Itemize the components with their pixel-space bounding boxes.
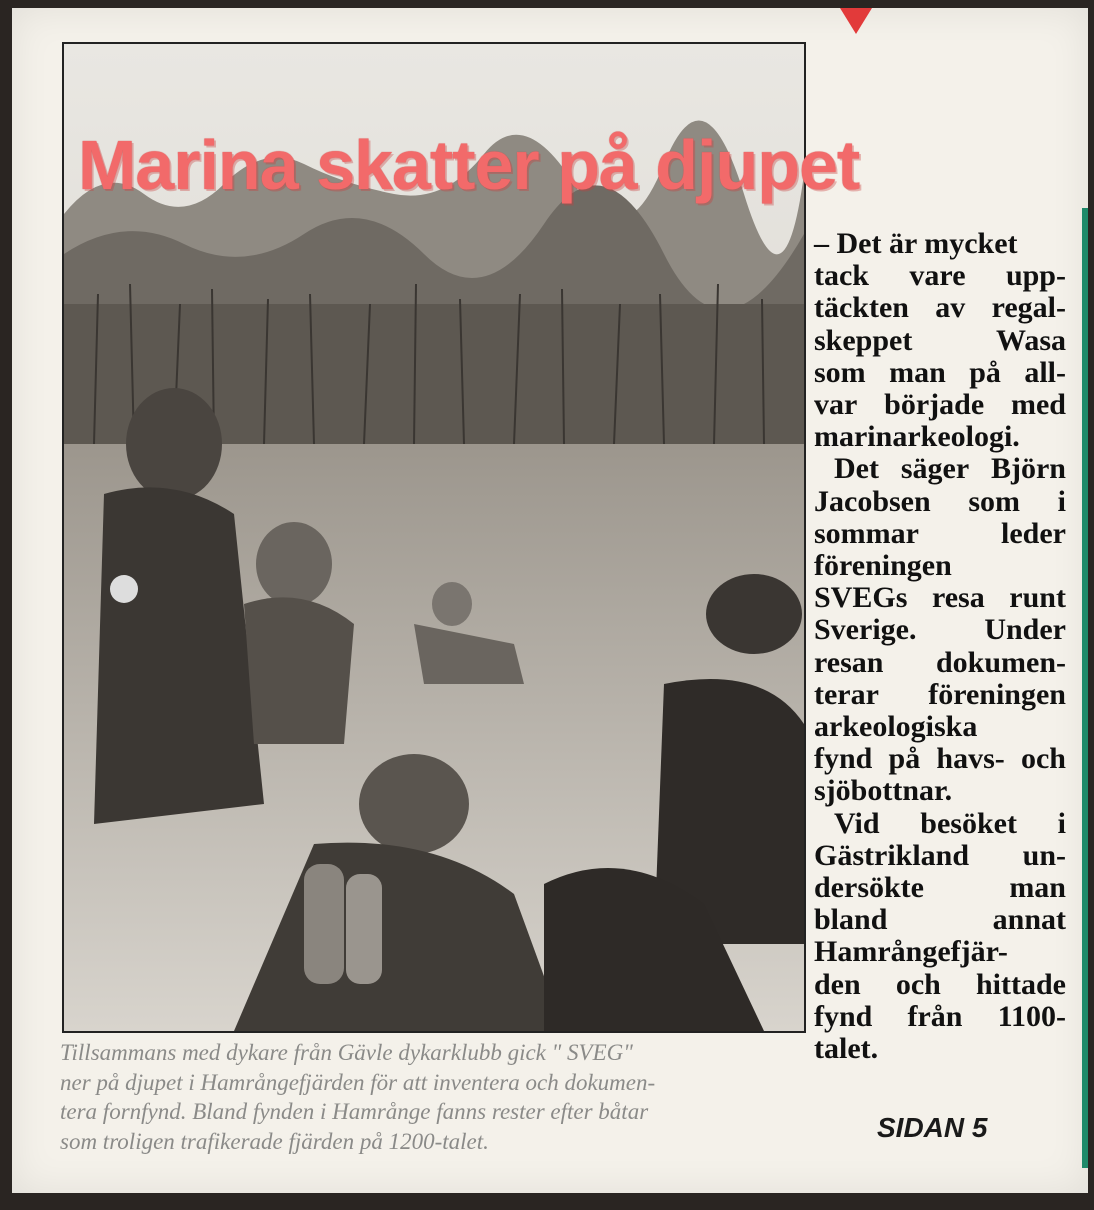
body-word: från <box>907 999 963 1033</box>
body-line <box>814 969 1066 1001</box>
body-word: resa <box>931 581 985 615</box>
photo-caption <box>60 1038 812 1156</box>
body-word: sommar <box>814 516 919 550</box>
body-word: terar <box>814 677 879 711</box>
body-word: på <box>888 742 921 776</box>
body-word: dersökte <box>814 871 924 905</box>
body-line <box>814 389 1066 421</box>
body-word: bland <box>814 903 888 937</box>
body-word: och <box>895 967 941 1001</box>
body-word: fynd <box>814 742 873 776</box>
headline: Marina skatter på djupet <box>78 126 860 204</box>
body-word: Sverige. <box>814 613 917 647</box>
body-line <box>814 357 1066 389</box>
body-word: var <box>814 388 858 422</box>
body-word: föreningen <box>928 677 1066 711</box>
body-word: Wasa <box>995 323 1066 357</box>
caption-line: Tillsammans med dykare från Gävle dykarklubb gick " SVEG" <box>60 1040 633 1065</box>
body-word: började <box>884 388 985 422</box>
body-word: i <box>1057 484 1066 518</box>
body-word: som <box>814 355 866 389</box>
body-word: av <box>935 291 966 325</box>
body-word: annat <box>992 903 1066 937</box>
body-line <box>814 453 1066 485</box>
caption-line: tera fornfynd. Bland fynden i Hamrånge fanns rester efter båtar <box>60 1099 649 1124</box>
body-word: all- <box>1024 355 1066 389</box>
body-word: fynd <box>814 999 873 1033</box>
body-word: upp- <box>1005 259 1066 293</box>
body-line <box>814 840 1066 872</box>
body-line <box>814 518 1066 550</box>
body-word: skeppet <box>814 323 913 357</box>
body-word: runt <box>1009 581 1066 615</box>
body-line <box>814 582 1066 614</box>
body-line <box>814 614 1066 646</box>
body-word: hittade <box>976 967 1066 1001</box>
body-word: vare <box>909 259 966 293</box>
body-line <box>814 292 1066 324</box>
body-word: med <box>1010 388 1066 422</box>
article-body <box>814 228 1066 1065</box>
body-line: – Det är mycket <box>814 227 1018 260</box>
page-reference: SIDAN 5 <box>877 1112 988 1143</box>
body-word: i <box>1057 806 1066 840</box>
body-word: på <box>969 355 1001 389</box>
body-word: un- <box>1022 838 1066 872</box>
body-word: Gästrikland <box>814 838 970 872</box>
body-word: regal- <box>991 291 1066 325</box>
body-line <box>814 872 1066 904</box>
caption-line: ner på djupet i Hamrångefjärden för att inventera och dokumen- <box>60 1069 656 1095</box>
body-line <box>814 679 1066 711</box>
body-line: talet. <box>814 1032 879 1066</box>
body-line: sjöbottnar. <box>814 774 953 808</box>
body-word: man <box>1009 871 1066 905</box>
body-word: 1100- <box>997 999 1066 1033</box>
body-line <box>814 260 1066 292</box>
body-word: Vid <box>834 806 880 840</box>
body-line <box>814 1001 1066 1033</box>
body-word: och <box>1020 742 1066 776</box>
caption-line: som troligen trafikerade fjärden på 1200-talet. <box>60 1128 489 1154</box>
body-line: marinarkeologi. <box>814 420 1020 454</box>
body-word: man <box>889 355 946 389</box>
body-line <box>814 647 1066 679</box>
body-line: arkeologiska <box>814 710 978 744</box>
red-triangle-marker <box>840 8 872 34</box>
body-line <box>814 325 1066 357</box>
body-word: den <box>814 967 861 1001</box>
body-word: Det <box>834 452 879 486</box>
body-line <box>814 486 1066 518</box>
body-word: havs- <box>936 742 1005 776</box>
body-word: som <box>968 484 1020 518</box>
body-word: Under <box>984 613 1066 647</box>
body-word: säger <box>900 452 970 486</box>
body-word: tack <box>814 259 869 293</box>
body-line <box>814 808 1066 840</box>
body-word: leder <box>1001 516 1066 550</box>
page-edge-accent <box>1082 208 1088 1168</box>
body-line: Hamrångefjär- <box>814 935 1008 969</box>
body-line <box>814 743 1066 775</box>
body-word: Björn <box>990 452 1066 486</box>
body-word: dokumen- <box>935 645 1066 679</box>
body-word: täckten <box>814 291 909 325</box>
body-word: SVEGs <box>814 581 908 615</box>
body-word: resan <box>814 645 884 679</box>
body-word: besöket <box>920 806 1017 840</box>
body-word: Jacobsen <box>814 484 931 518</box>
body-line <box>814 904 1066 936</box>
body-line: föreningen <box>814 549 952 583</box>
